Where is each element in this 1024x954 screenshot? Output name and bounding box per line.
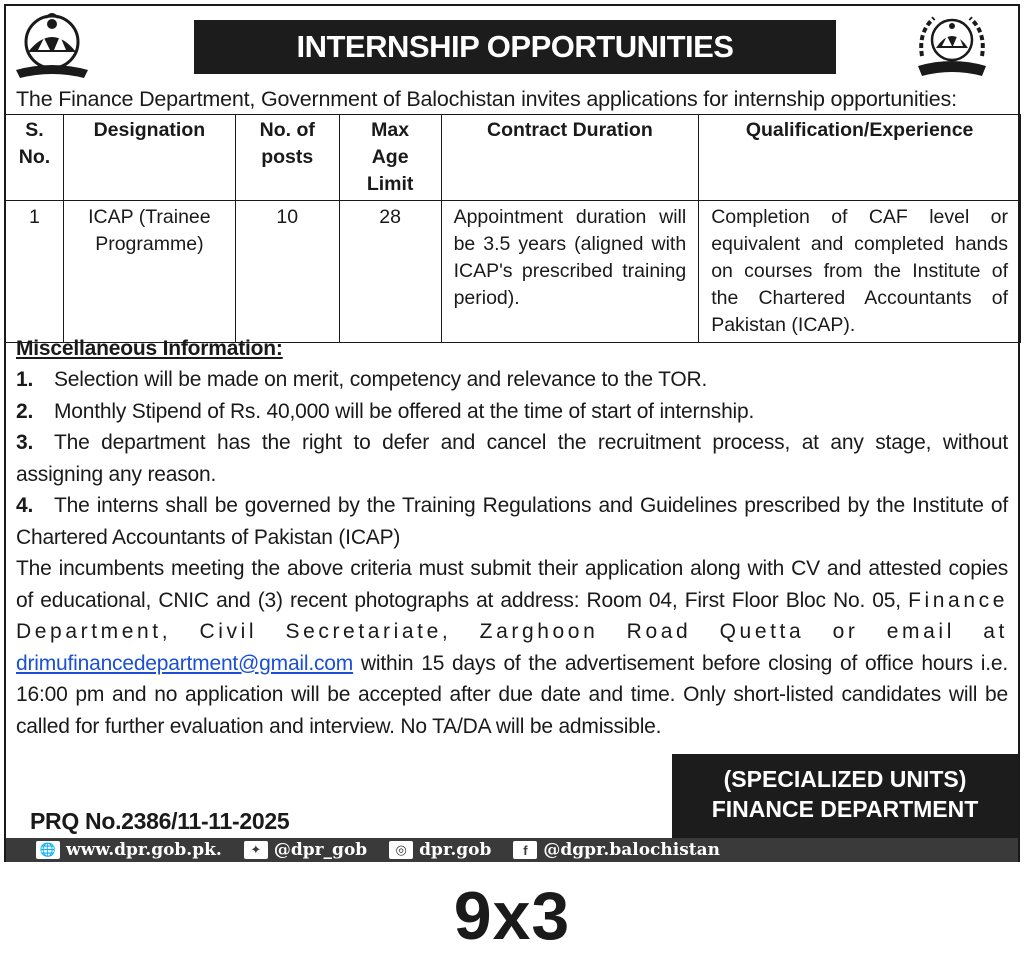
- header-designation: Designation: [63, 115, 235, 201]
- misc-section: [16, 334, 1008, 742]
- header: [6, 6, 1018, 88]
- item-text: The department has the right to defer and cancel the recruitment process, at any stage, without assigning any reason.: [16, 431, 1008, 486]
- table-header-row: [6, 115, 1021, 201]
- list-item: [16, 490, 1008, 553]
- intro-text: The Finance Department, Government of Balochistan invites applications for internship opportunities:: [16, 87, 957, 111]
- social-website: 🌐 www.dpr.gob.pk.: [36, 840, 222, 860]
- signature-department: FINANCE DEPARTMENT: [711, 796, 979, 822]
- misc-heading: Miscellaneous Information:: [16, 337, 283, 360]
- item-number: 4.: [16, 494, 34, 517]
- list-item: [16, 396, 1008, 428]
- social-instagram: ◎ dpr.gob: [389, 840, 491, 860]
- prq-number: PRQ No.2386/11-11-2025: [30, 808, 290, 834]
- twitter-icon: ✦: [244, 841, 268, 859]
- header-age: Max Age Limit: [339, 115, 441, 201]
- cell-designation: ICAP (Trainee Programme): [63, 201, 235, 343]
- header-posts: No. of posts: [235, 115, 339, 201]
- balochistan-emblem-icon: [12, 12, 92, 82]
- item-text: Monthly Stipend of Rs. 40,000 will be offered at the time of start of internship.: [54, 399, 755, 423]
- list-item: [16, 427, 1008, 490]
- signature-unit: (SPECIALIZED UNITS): [723, 766, 967, 792]
- header-qualification: Qualification/Experience: [699, 115, 1021, 201]
- item-text: Selection will be made on merit, competency and relevance to the TOR.: [54, 368, 708, 391]
- advertisement: [4, 4, 1020, 862]
- cell-sno: 1: [6, 201, 64, 343]
- ad-size-label: 9x3: [453, 878, 571, 954]
- page-title: INTERNSHIP OPPORTUNITIES: [194, 20, 836, 74]
- facebook-icon: f: [513, 841, 537, 859]
- item-number: 1.: [16, 368, 34, 391]
- header-duration: Contract Duration: [441, 115, 699, 201]
- posts-table: [5, 114, 1021, 343]
- header-sno: S. No.: [6, 115, 64, 201]
- globe-icon: 🌐: [36, 841, 60, 859]
- social-twitter: ✦ @dpr_gob: [244, 840, 367, 860]
- email-link[interactable]: drimufinancedepartment@gmail.com: [16, 651, 354, 675]
- item-number: 2.: [16, 399, 34, 423]
- closing-paragraph: The incumbents meeting the above criteria must submit their application along with CV and attested copies of educational, CNIC and (3) recent photographs at address: Room 04, First Floor Bloc No. 05, Finance Department, Civil Secretariate, Zarghoon Road Quetta or email at drimufinancedepartment@gmail.com within 15 days of the advertisement before closing of office hours i.e. 16:00 pm and no application will be accepted after due date and time. Only short-listed candidates will be called for further evaluation and interview. No TA/DA will be admissible.: [16, 557, 1008, 738]
- cell-posts: 10: [235, 201, 339, 343]
- social-bar: [6, 838, 1018, 862]
- finance-department-emblem-icon: [912, 12, 992, 82]
- instagram-icon: ◎: [389, 841, 413, 859]
- list-item: [16, 364, 1008, 396]
- item-number: 3.: [16, 431, 34, 454]
- item-text: The interns shall be governed by the Training Regulations and Guidelines prescribed by the Institute of Chartered Accountants of Pakistan (ICAP): [16, 494, 1008, 549]
- cell-qualification: Completion of CAF level or equivalent and completed hands on courses from the Institute of the Chartered Accountants of Pakistan (ICAP).: [699, 201, 1021, 343]
- cell-age: 28: [339, 201, 441, 343]
- social-facebook: f @dgpr.balochistan: [513, 840, 720, 860]
- table-row: [6, 201, 1021, 343]
- cell-duration: Appointment duration will be 3.5 years (aligned with ICAP's prescribed training period).: [441, 201, 699, 343]
- signature-block: [672, 754, 1018, 840]
